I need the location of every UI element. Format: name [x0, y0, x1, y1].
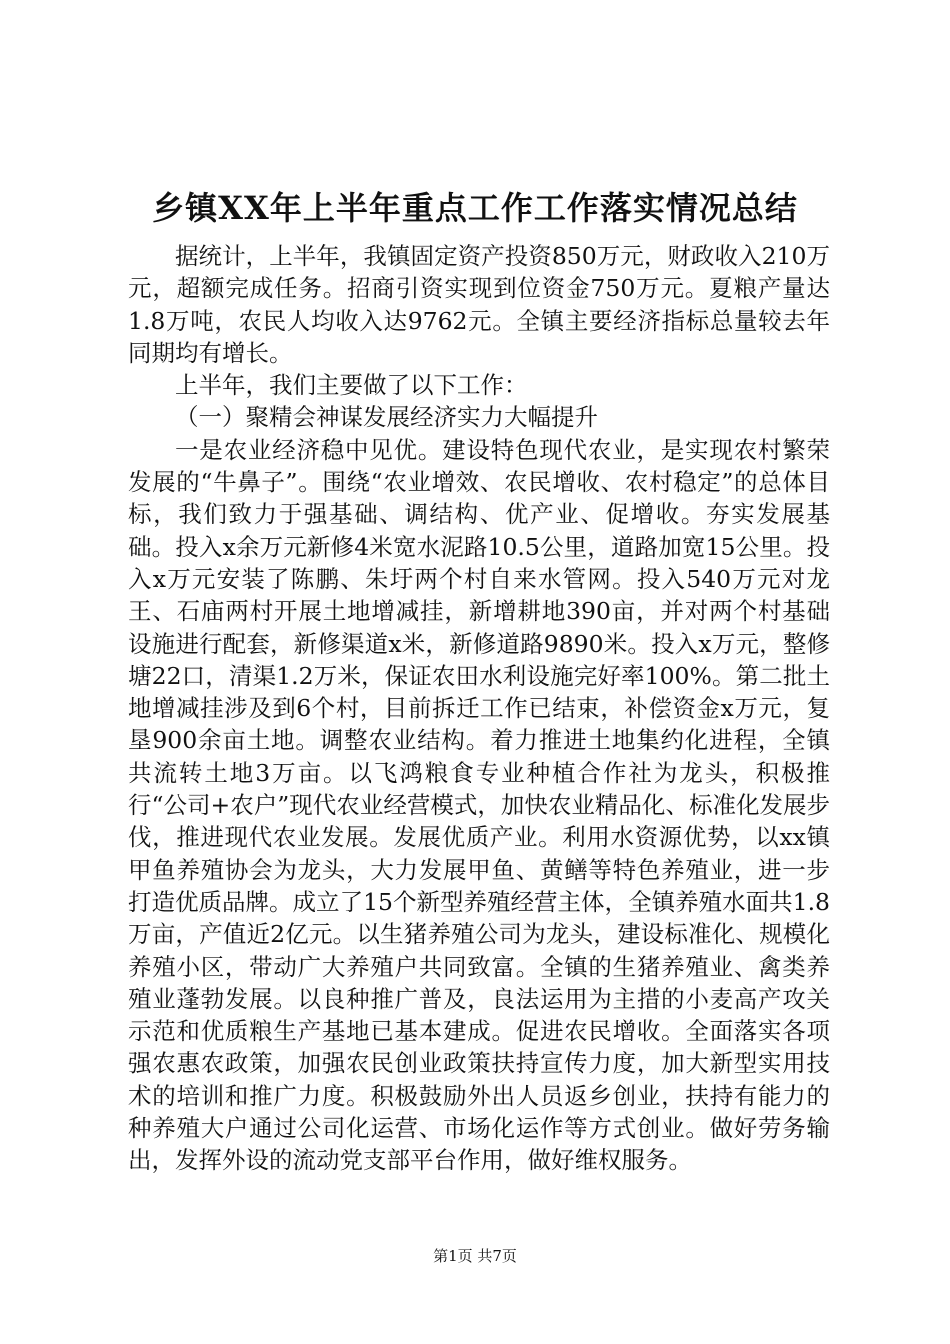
section-heading-1: （一）聚精会神谋发展经济实力大幅提升 — [175, 403, 598, 432]
page-number: 第1页 共7页 — [433, 1247, 517, 1265]
document-title: 乡镇XX年上半年重点工作工作落实情况总结 — [152, 189, 798, 227]
paragraph-statistics: 据统计，上半年，我镇固定资产投资850万元，财政收入210万元，超额完成任务。招商引资实现到位资金750万元。夏粮产量达1.8万吨，农民人均收入达9762元。全镇主要经济指标总量较去年同期均有增长。 — [128, 242, 830, 367]
paragraph-work-intro: 上半年，我们主要做了以下工作： — [175, 371, 528, 400]
document-body — [128, 240, 830, 1177]
paragraph-agriculture: 一是农业经济稳中见优。建设特色现代农业，是实现农村繁荣发展的“牛鼻子”。围绕“农业增效、农民增收、农村稳定”的总体目标，我们致力于强基础、调结构、优产业、促增收。夯实发展基础。投入x余万元新修4米宽水泥路10.5公里，道路加宽15公里。投入x万元安装了陈鹏、朱圩两个村自来水管网。投入540万元对龙王、石庙两村开展土地增减挂，新增耕地390亩，并对两个村基础设施进行配套，新修渠道x米，新修道路9890米。投入x万元，整修塘22口，清渠1.2万米，保证农田水利设施完好率100%。第二批土地增减挂涉及到6个村，目前拆迁工作已结束，补偿资金x万元，复垦900余亩土地。调整农业结构。着力推进土地集约化进程，全镇共流转土地3万亩。以飞鸿粮食专业种植合作社为龙头，积极推行“公司+农户”现代农业经营模式，加快农业精品化、标准化发展步伐，推进现代农业发展。发展优质产业。利用水资源优势，以xx镇甲鱼养殖协会为龙头，大力发展甲鱼、黄鳝等特色养殖业，进一步打造优质品牌。成立了15个新型养殖经营主体，全镇养殖水面共1.8万亩，产值近2亿元。以生猪养殖公司为龙头，建设标准化、规模化养殖小区，带动广大养殖户共同致富。全镇的生猪养殖业、禽类养殖业蓬勃发展。以良种推广普及，良法运用为主措的小麦高产攻关示范和优质粮生产基地已基本建成。促进农民增收。全面落实各项强农惠农政策，加强农民创业政策扶持宣传力度，加大新型实用技术的培训和推广力度。积极鼓励外出人员返乡创业，扶持有能力的种养殖大户通过公司化运营、市场化运作等方式创业。做好劳务输出，发挥外设的流动党支部平台作用，做好维权服务。 — [128, 435, 830, 1175]
